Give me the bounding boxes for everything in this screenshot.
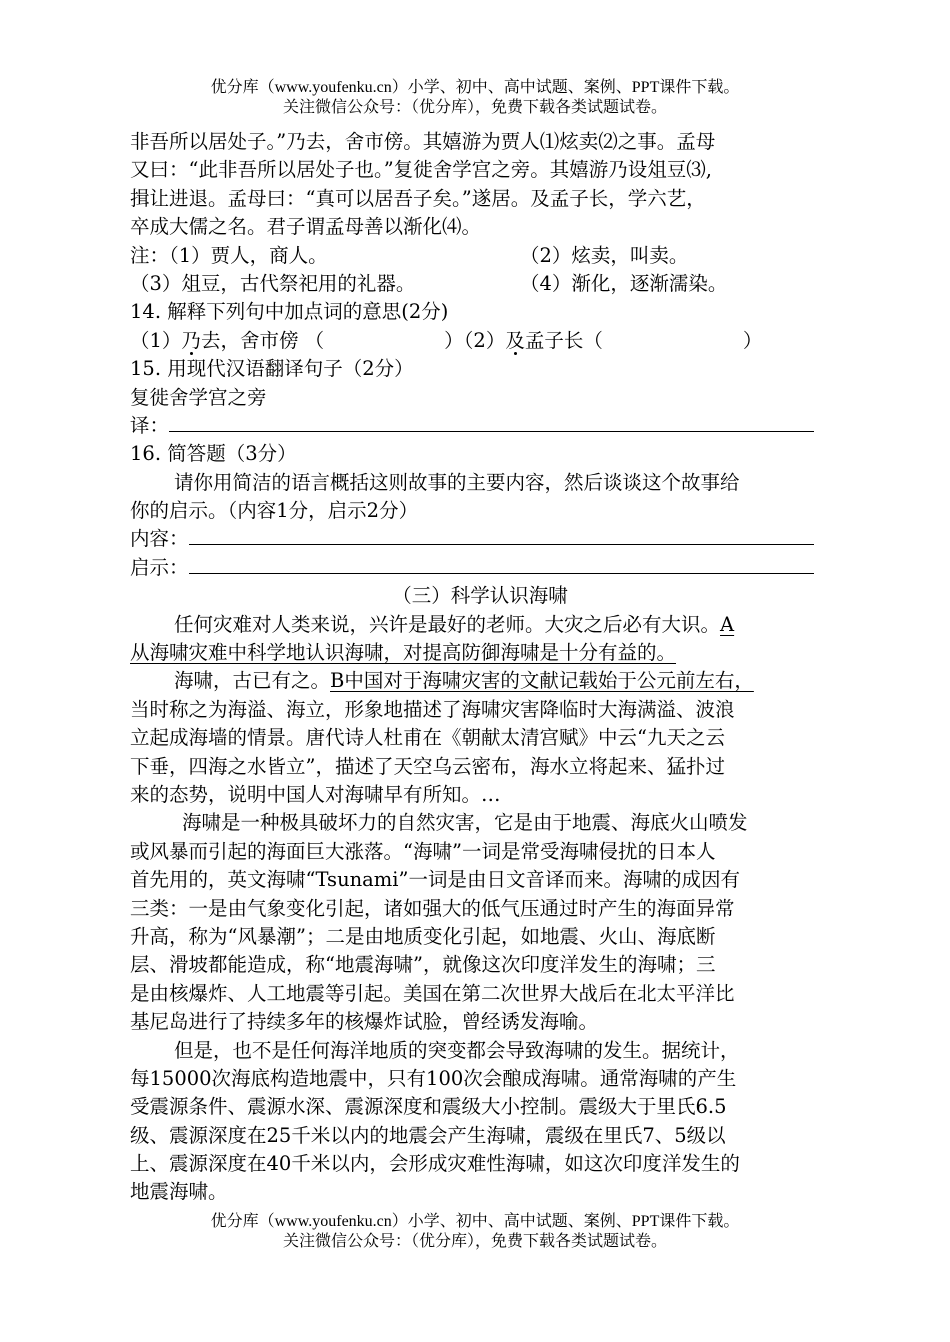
paragraph-3-line: 基尼岛进行了持续多年的核爆炸试脸，曾经诱发海喻。	[130, 1010, 599, 1034]
q14-item-2-dotted-word: 及	[505, 328, 525, 352]
paragraph-2-line: 立起成海墙的情景。唐代诗人杜甫在《朝献太清宫赋》中云“九天之云	[130, 726, 725, 750]
notes-row-1	[130, 242, 830, 270]
q14-item-1-dotted-word: 乃	[181, 328, 201, 352]
q14-item-1-close: ）	[444, 328, 464, 352]
paragraph-2-line	[130, 667, 830, 695]
paragraph-4-line: 上、震源深度在40千米以内，会形成灾难性海啸，如这次印度洋发生的	[130, 1152, 740, 1176]
question-16-prompt-line-1: 请你用简洁的语言概括这则故事的主要内容，然后谈谈这个故事给	[174, 470, 740, 494]
notes-row-2	[130, 270, 830, 298]
section-3-title: （三）科学认识海啸	[392, 584, 568, 608]
paragraph-4-line: 地震海啸。	[130, 1180, 228, 1204]
insight-answer-line[interactable]	[189, 572, 814, 574]
underlined-label-a: A	[720, 612, 735, 636]
paragraph-3-line: 海啸是一种极具破坏力的自然灾害，它是由于地震、海底火山喷发	[182, 811, 748, 835]
q14-item-2-prefix: （2）	[463, 328, 506, 352]
passage-line: 又曰：“此非吾所以居处子也。”复徙舍学宫之旁。其嬉游乃设俎豆⑶,	[130, 158, 712, 182]
paragraph-2-line: 下垂，四海之水皆立”，描述了天空乌云密布，海水立将起来、猛扑过	[130, 754, 725, 778]
header-line-1: 优分库（www.youfenku.cn）小学、初中、高中试题、案例、PPT课件下载。	[210, 79, 740, 96]
insight-answer-row	[130, 554, 830, 582]
passage-line: 揖让进退。孟母曰：“真可以居吾子矣。”遂居。及孟子长，学六艺，	[130, 186, 706, 210]
content-answer-line[interactable]	[189, 543, 814, 545]
paragraph-3-line: 三类：一是由气象变化引起，诸如强大的低气压通过时产生的海面异常	[130, 896, 735, 920]
paragraph-2-line: 来的态势，说明中国人对海啸早有所知。…	[130, 782, 501, 806]
header-line-2: 关注微信公众号：（优分库），免费下载各类试题试卷。	[282, 99, 667, 116]
note-3: （3）俎豆，古代祭祀用的礼器。	[130, 271, 416, 295]
paragraph-4-line: 受震源条件、震源水深、震源深度和震级大小控制。震级大于里氏6.5	[130, 1095, 727, 1119]
question-14-title: 14. 解释下列句中加点词的意思(2分)	[130, 300, 449, 324]
paragraph-3-line: 首先用的，英文海啸“Tsunami”一词是由日文音译而来。海啸的成因有	[130, 868, 741, 892]
paragraph-3-line: 层、滑坡都能造成，称“地震海啸”，就像这次印度洋发生的海啸；三	[130, 953, 716, 977]
paragraph-1-line	[130, 639, 830, 667]
paragraph-3-line: 升高，称为“风暴潮”；二是由地质变化引起，如地震、火山、海底断	[130, 924, 716, 948]
insight-label: 启示：	[130, 555, 189, 579]
question-15-answer-row	[130, 412, 830, 440]
paragraph-2-line: 当时称之为海溢、海立，形象地描述了海啸灾害降临时大海满溢、波浪	[130, 697, 735, 721]
paragraph-2-text: 海啸，古已有之。	[174, 669, 331, 693]
content-label: 内容：	[130, 527, 189, 551]
underlined-sentence-b: B中国对于海啸灾害的文献记载始于公元前左右，	[330, 669, 754, 693]
q14-item-1-text: 去，舍市傍 （	[200, 328, 325, 352]
paragraph-3-line: 或风暴而引起的海面巨大涨落。“海啸”一词是常受海啸侵扰的日本人	[130, 839, 716, 863]
translate-label: 译：	[130, 413, 170, 437]
underlined-sentence-a: 从海啸灾难中科学地认识海啸，对提高防御海啸是十分有益的。	[130, 641, 677, 665]
paragraph-1-text: 任何灾难对人类来说，兴许是最好的老师。大灾之后必有大识。	[174, 612, 721, 636]
paragraph-4-line: 级、震源深度在25千米以内的地震会产生海啸，震级在里氏7、5级以	[130, 1123, 726, 1147]
footer-line-1: 优分库（www.youfenku.cn）小学、初中、高中试题、案例、PPT课件下载。	[210, 1213, 740, 1230]
note-4: （4）渐化，逐渐濡染。	[520, 271, 728, 295]
q14-item-2-close: ）	[742, 328, 763, 352]
q14-item-1-prefix: （1）	[130, 328, 182, 352]
question-16-title: 16. 简答题（3分）	[130, 442, 297, 466]
content-answer-row	[130, 525, 830, 553]
question-16-prompt-line-2: 你的启示。（内容1分，启示2分）	[130, 499, 419, 523]
passage-line: 卒成大儒之名。君子谓孟母善以渐化⑷。	[130, 215, 482, 239]
paragraph-1-line	[130, 611, 830, 639]
paragraph-4-line: 每15000次海底构造地震中，只有100次会酿成海啸。通常海啸的产生	[130, 1066, 737, 1090]
paragraph-3-line: 是由核爆炸、人工地震等引起。美国在第二次世界大战后在北太平洋比	[130, 981, 735, 1005]
translation-answer-line[interactable]	[169, 430, 814, 432]
question-15-sentence: 复徙舍学宫之旁	[130, 385, 267, 409]
document-body	[130, 128, 830, 1207]
note-2: （2）炫卖，叫卖。	[520, 243, 689, 267]
passage-line: 非吾所以居处子。”乃去，舍市傍。其嬉游为贾人⑴炫卖⑵之事。孟母	[130, 130, 716, 153]
paragraph-4-line: 但是，也不是任何海洋地质的突变都会导致海啸的发生。据统计，	[174, 1038, 740, 1062]
note-1: 注：（1）贾人，商人。	[130, 243, 328, 267]
q14-item-2-text: 孟子长（	[524, 328, 603, 352]
question-14-items	[130, 327, 830, 355]
question-15-title: 15. 用现代汉语翻译句子（2分）	[130, 357, 414, 381]
footer-line-2: 关注微信公众号：（优分库），免费下载各类试题试卷。	[282, 1233, 667, 1250]
